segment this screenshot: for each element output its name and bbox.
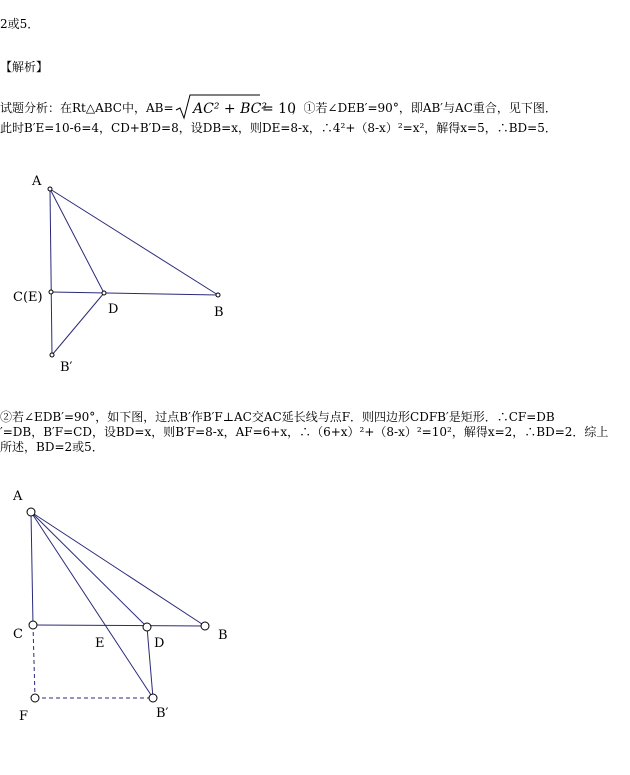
fig2-segment-CB [33,625,205,626]
fig1-segment-DB' [52,293,104,355]
fig1-label-A: A [32,174,42,189]
part2-line3: 所述，BD=2或5． [0,440,104,454]
fig2-segment-AD [31,512,147,627]
fig1-segment-CB [51,292,218,295]
fig2-point-B [201,622,209,630]
fig1-label-B: B [214,305,224,320]
fig2-point-A [27,508,35,516]
sqrt-radicand: AC² + BC² [192,101,267,117]
analysis-heading: 【解析】 [0,60,49,74]
part1-line1 [0,101,557,115]
fig2-segment-AB' [31,512,153,698]
fig1-point-Bp [50,353,54,357]
fig2-segment-DB' [147,627,153,698]
figure-2 [0,478,300,738]
fig1-label-C: C(E) [13,290,43,305]
fig2-label-E: E [95,636,105,651]
fig2-point-F [31,694,39,702]
part1-line2: 此时B′E=10-6=4，CD+B′D=8，设DB=x，则DE=8-x，∴4²+（8-x）²=x²，解得x=5，∴BD=5． [0,121,557,135]
figure-1 [0,160,300,385]
fig2-label-D: D [154,636,165,651]
fig1-segment-AD [50,189,104,293]
fig2-segment-AC [31,512,33,625]
fig2-dashed-CF [33,625,35,698]
fig2-point-C [29,621,37,629]
fig2-point-D [143,623,151,631]
fig1-label-D: D [108,302,119,317]
fig2-label-F: F [19,709,29,724]
fig1-segment-AB [50,189,218,295]
part1-line1-pre: 试题分析：在Rt△ABC中，AB= [0,101,174,115]
fig2-segment-AB [31,512,205,626]
part2-line2: ′=DB，B′F=CD，设BD=x，则B′F=8-x，AF=6+x，∴（6+x）²+（8-x）²=10²，解得x=2，∴BD=2．综上 [0,425,609,439]
fig2-label-C: C [13,627,23,642]
sqrt-formula-svg [174,92,296,122]
answer-line: 2或5． [0,17,40,31]
fig1-point-C [49,290,53,294]
fig1-segment-AB' [50,189,52,355]
sqrt-result: = 10 [261,101,296,117]
fig1-label-Bp: B′ [60,360,73,375]
fig2-label-Bp: B′ [156,706,169,721]
fig1-point-D [102,291,106,295]
fig2-label-A: A [13,489,23,504]
fig1-point-A [48,187,52,191]
fig1-point-B [216,293,220,297]
fig2-label-B: B [218,628,228,643]
part2-line1: ②若∠EDB′=90°，如下图，过点B′作B′F⊥AC交AC延长线与点F．则四边形CDFB′是矩形．∴CF=DB [0,410,555,424]
fig2-point-Bp [149,694,157,702]
part1-line1-post: ，①若∠DEB′=90°，即AB′与AC重合，见下图． [291,101,557,115]
